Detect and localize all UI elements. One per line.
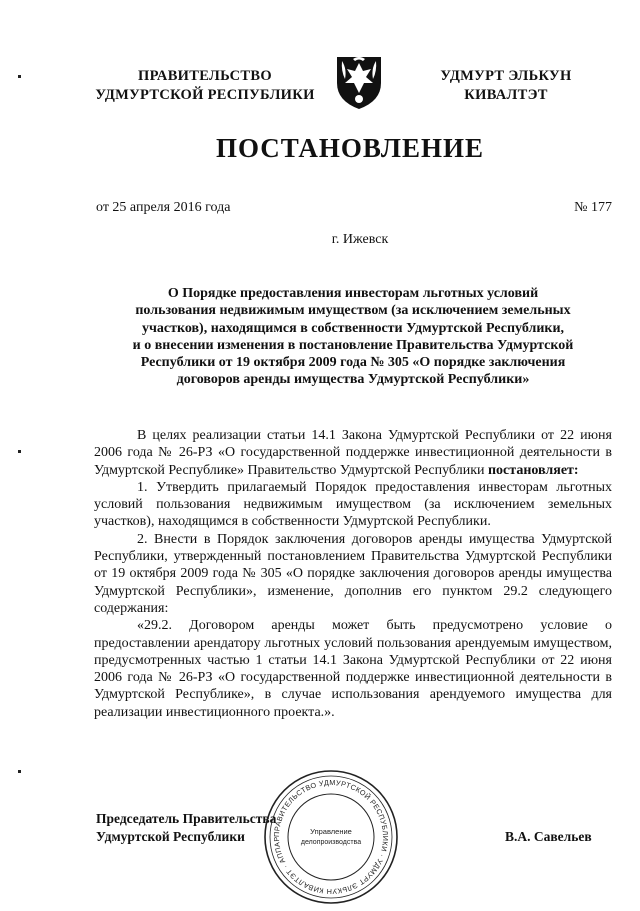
header-left <box>80 67 330 105</box>
document-subject <box>90 285 616 389</box>
document-body <box>94 427 612 721</box>
subject-line: участков), находящимся в собственности Удмуртской Республики, <box>141 320 565 336</box>
stamp-center-line2: делопроизводства <box>300 839 362 846</box>
subject-line: договоров аренды имущества Удмуртской Республики» <box>176 372 530 388</box>
subject-line: О Порядке предоставления инвесторам льготных условий <box>167 286 539 301</box>
document-number: № 177 <box>574 200 612 215</box>
body-paragraph-item-1: 1. Утвердить прилагаемый Порядок предоставления инвесторам льготных условий пользования недвижимым имуществом (за исключением земельных участков), находящимся в собственности Удмуртской Республики. <box>94 479 612 530</box>
stamp-center-line1: Управление <box>310 827 352 836</box>
body-paragraph-item-2: 2. Внести в Порядок заключения договоров аренды имущества Удмуртской Республики, утвержденный постановлением Правительства Удмуртской Республики от 19 октября 2009 года № 305 «О порядке заключения договоров аренды имущества Удмуртской Республики», изменение, дополнив его пунктом 29.2 следующего содержания: <box>94 531 612 616</box>
stamp-ring-text: ПРАВИТЕЛЬСТВО УДМУРТСКОЙ РЕСПУБЛИКИ · УДМУРТ ЭЛЬКУН КИВАЛТЭТ · АППАР <box>271 777 391 897</box>
subject-line: пользования недвижимым имуществом (за исключением земельных <box>135 303 571 319</box>
document-city: г. Ижевск <box>331 232 389 247</box>
margin-mark <box>18 770 21 773</box>
official-stamp <box>262 768 400 906</box>
header-right <box>418 67 594 105</box>
signatory-role-line1: Председатель Правительства <box>96 811 277 826</box>
stamp-graphic <box>262 768 400 906</box>
margin-mark <box>18 450 21 453</box>
document-type-title: ПОСТАНОВЛЕНИЕ <box>215 133 485 163</box>
signatory-role-line2: Удмуртской Республики <box>96 829 245 844</box>
preamble-text: В целях реализации статьи 14.1 Закона Удмуртской Республики от 22 июня 2006 года № 26-РЗ «О государственной поддержке инвестиционной деятельности в Удмуртской Республике» Правительство Удмуртской Республики <box>94 428 612 478</box>
body-paragraph-preamble <box>94 427 612 479</box>
subject-line: и о внесении изменения в постановление Правительства Удмуртской <box>132 337 574 353</box>
subject-line: Республики от 19 октября 2009 года № 305 «О порядке заключения <box>140 355 566 371</box>
header-right-line2: КИВАЛТЭТ <box>464 87 548 103</box>
signatory-name: В.А. Савельев <box>505 829 592 844</box>
body-paragraph-quote: «29.2. Договором аренды может быть предусмотрено условие о предоставлении арендатору льготных условий пользования арендуемым имуществом, предусмотренных частью 1 статьи 14.1 Закона Удмуртской Республики от 22 июня 2006 года № 26-РЗ «О государственной поддержке инвестиционной деятельности в Удмуртской Республике», в случае использования арендуемого имущества для реализации инвестиционного проекта.». <box>94 618 612 720</box>
header-left-line1: ПРАВИТЕЛЬСТВО <box>138 68 272 84</box>
document-date: от 25 апреля 2016 года <box>96 200 231 215</box>
header-right-line1: УДМУРТ ЭЛЬКУН <box>440 68 572 84</box>
margin-mark <box>18 75 21 78</box>
resolves-word: постановляет: <box>487 462 579 478</box>
coat-of-arms-emblem <box>333 53 385 111</box>
header-left-line2: УДМУРТСКОЙ РЕСПУБЛИКИ <box>95 87 315 103</box>
